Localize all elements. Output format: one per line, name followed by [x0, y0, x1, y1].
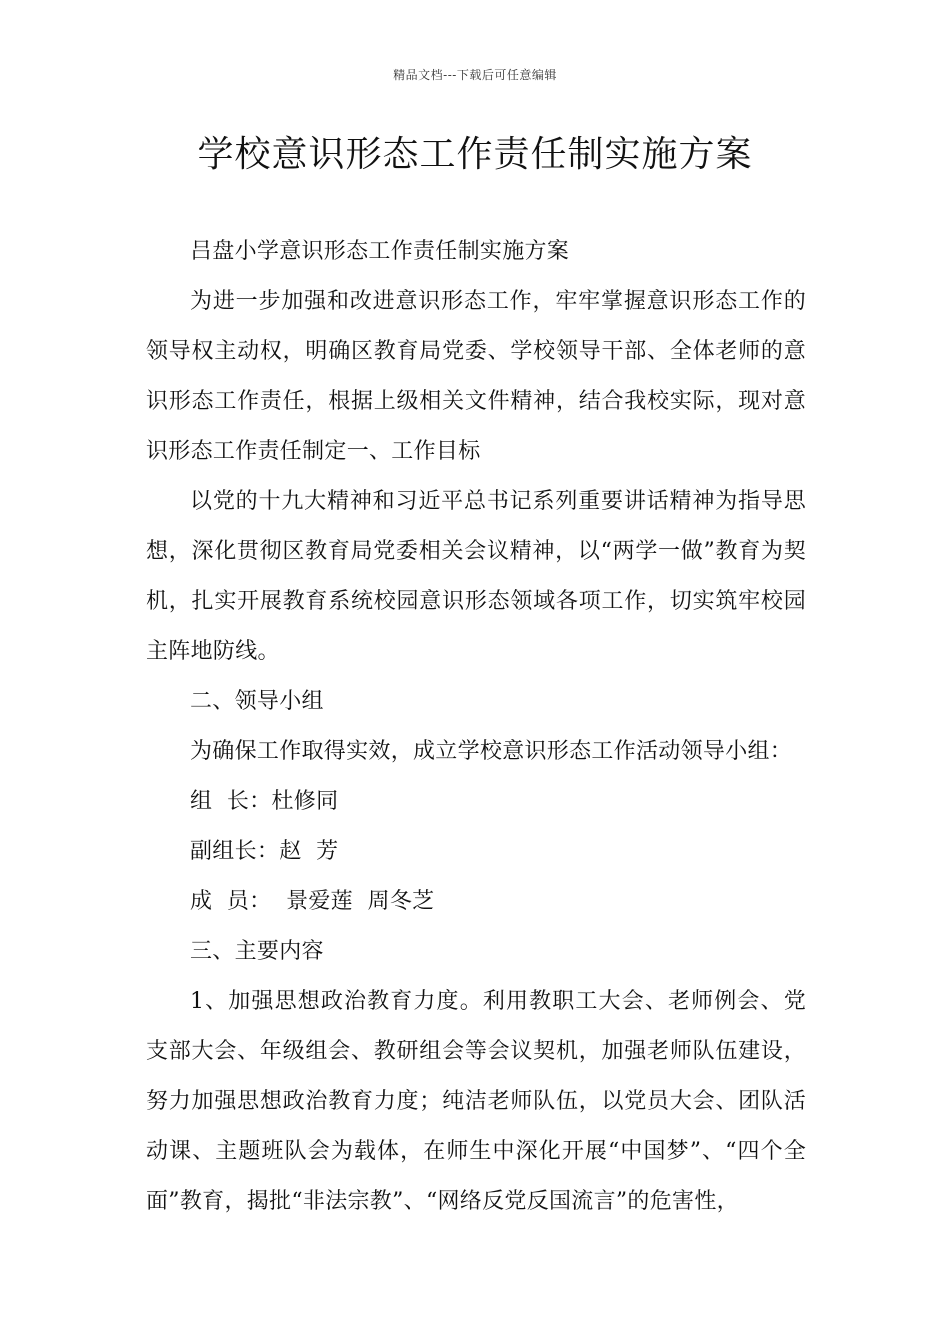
paragraph-school-plan-title: 吕盘小学意识形态工作责任制实施方案: [190, 239, 570, 264]
paragraph-content-item-1: 1、加强思想政治教育力度。利用教职工大会、老师例会、党支部大会、年级组会、教研组会等会议契机，加强老师队伍建设，努力加强思想政治教育力度；纯洁老师队伍，以党员大会、团队活动课、主题班队会为载体，在师生中深化开展“中国梦”、“四个全面”教育，揭批“非法宗教”、“网络反党反国流言”的危害性，: [146, 989, 806, 1214]
header-note: 精品文档---下载后可任意编辑: [393, 68, 557, 82]
paragraph-introduction: 为进一步加强和改进意识形态工作，牢牢掌握意识形态工作的领导权主动权，明确区教育局党委、学校领导干部、全体老师的意识形态工作责任，根据上级相关文件精神，结合我校实际，现对意识形态工作责任制定一、工作目标: [146, 289, 806, 464]
document-body: [146, 227, 806, 1227]
section-heading-main-content: 三、主要内容: [190, 939, 324, 964]
paragraph-leadership-intro: 为确保工作取得实效，成立学校意识形态工作活动领导小组：: [190, 739, 793, 764]
paragraph-group-leader: 组 长：杜修同: [190, 789, 339, 814]
document-title: 学校意识形态工作责任制实施方案: [197, 134, 753, 175]
paragraph-deputy-leader: 副组长：赵 芳: [190, 839, 339, 864]
paragraph-members: 成 员： 景爱莲 周冬芝: [190, 889, 435, 914]
paragraph-work-goal: 以党的十九大精神和习近平总书记系列重要讲话精神为指导思想，深化贯彻区教育局党委相关会议精神，以“两学一做”教育为契机，扎实开展教育系统校园意识形态领域各项工作，切实筑牢校园主阵地防线。: [146, 489, 806, 664]
section-heading-leadership-group: 二、领导小组: [190, 689, 324, 714]
